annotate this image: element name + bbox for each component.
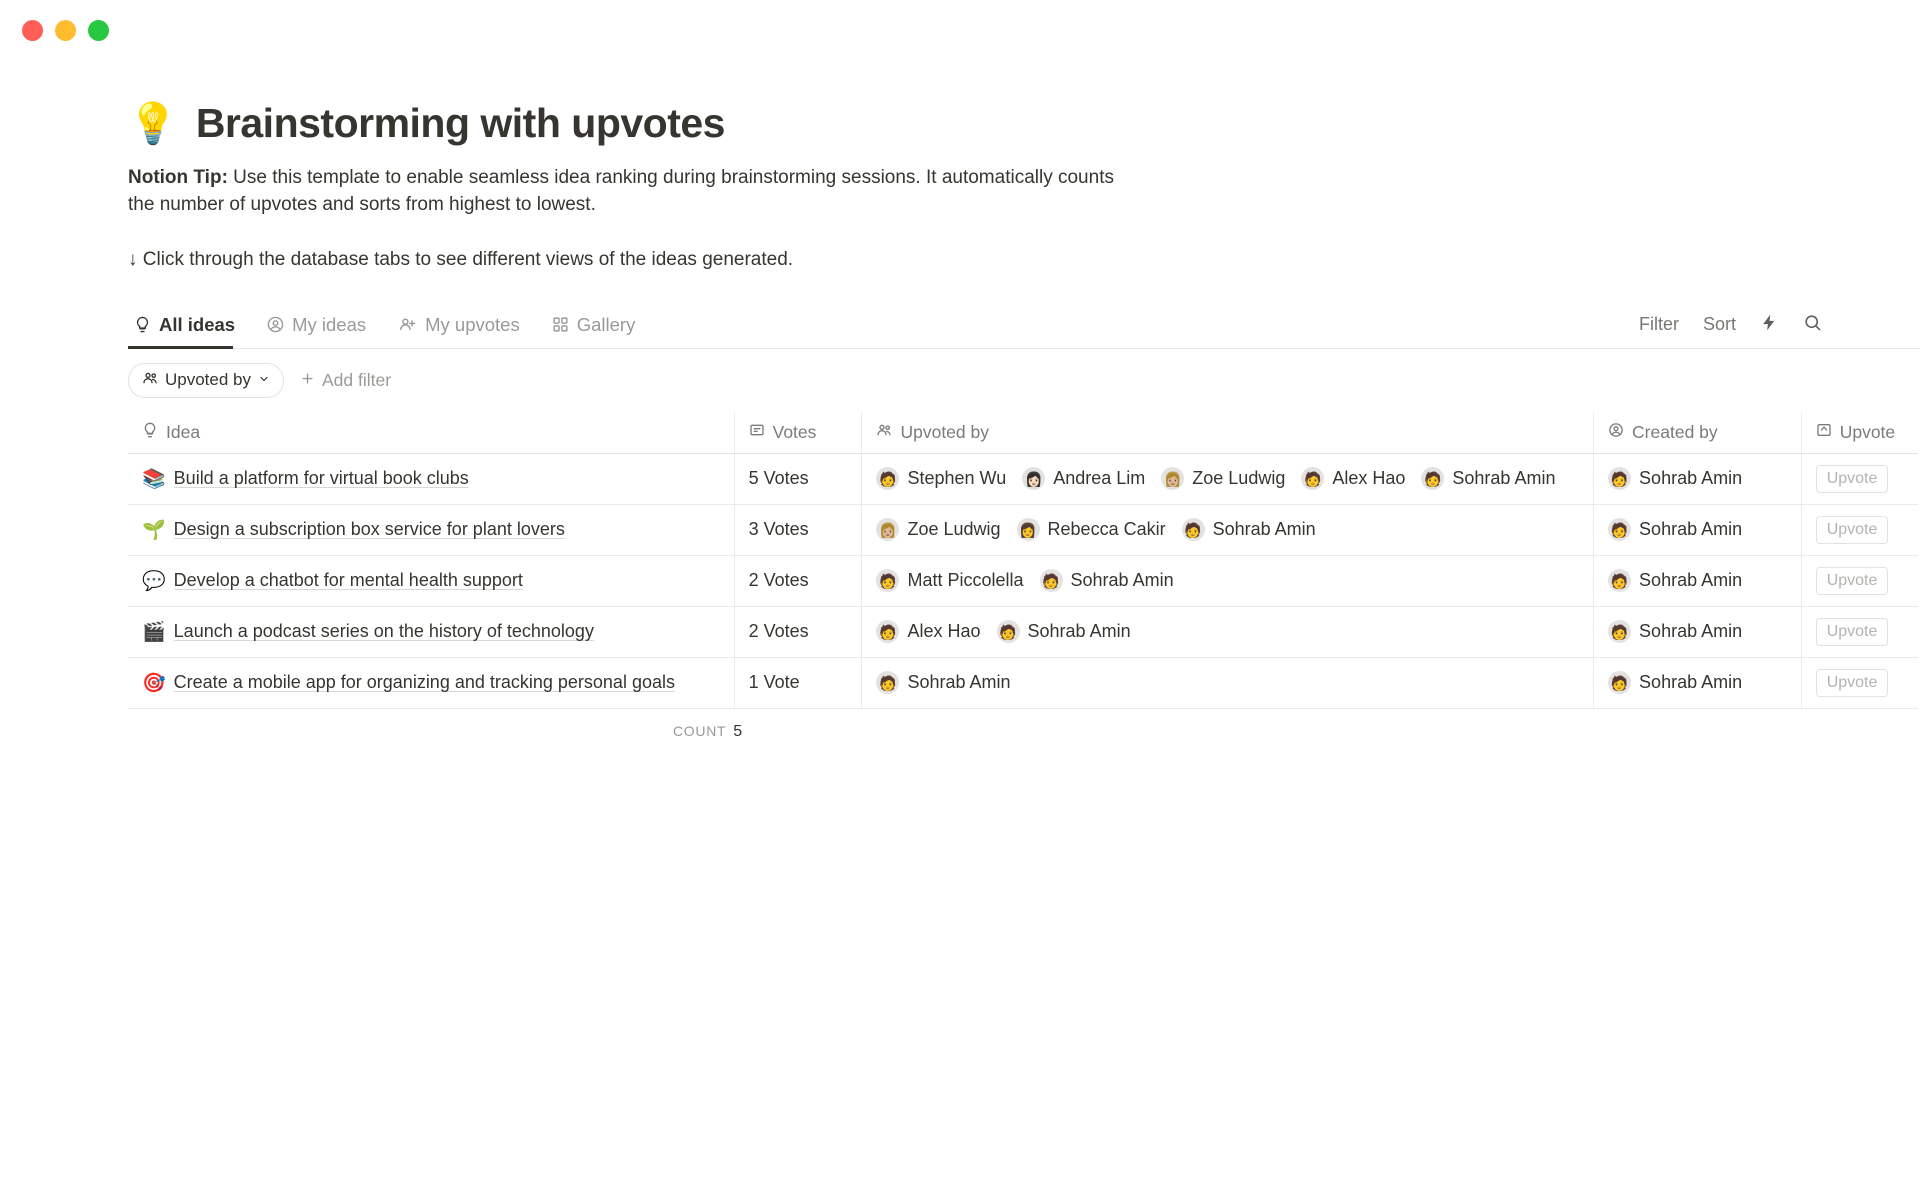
table-row[interactable] bbox=[128, 658, 1918, 709]
cell-votes[interactable]: 1 Vote bbox=[735, 658, 863, 708]
cell-votes[interactable]: 2 Votes bbox=[735, 607, 863, 657]
lightning-icon[interactable] bbox=[1760, 313, 1779, 337]
page-content bbox=[0, 60, 1920, 741]
chevron-down-icon bbox=[258, 370, 270, 390]
database-view-tabs bbox=[128, 310, 661, 348]
avatar: 🧑 bbox=[997, 620, 1020, 643]
table-header-row bbox=[128, 412, 1918, 454]
column-header-votes[interactable] bbox=[735, 412, 863, 453]
cell-created-by[interactable] bbox=[1594, 454, 1802, 504]
avatar: 🧑 bbox=[1608, 620, 1631, 643]
person-tag bbox=[876, 467, 1006, 490]
tab-my-ideas[interactable] bbox=[261, 310, 378, 348]
person-tag bbox=[876, 569, 1023, 592]
cell-upvote[interactable] bbox=[1802, 556, 1918, 606]
column-header-idea[interactable] bbox=[128, 412, 735, 453]
table-row[interactable] bbox=[128, 556, 1918, 607]
cell-created-by[interactable] bbox=[1594, 658, 1802, 708]
avatar: 🧑 bbox=[1608, 671, 1631, 694]
person-name: Matt Piccolella bbox=[907, 570, 1024, 591]
cell-idea[interactable] bbox=[128, 658, 735, 708]
instruction-paragraph: ↓ Click through the database tabs to see different views of the ideas generated. bbox=[128, 248, 794, 270]
cell-created-by[interactable] bbox=[1594, 556, 1802, 606]
ideas-table bbox=[128, 412, 1918, 741]
cell-upvote[interactable] bbox=[1802, 505, 1918, 555]
zoom-button[interactable] bbox=[88, 20, 109, 41]
column-header-created-by[interactable] bbox=[1594, 412, 1802, 453]
column-label: Upvoted by bbox=[900, 421, 989, 442]
person-tag bbox=[1017, 518, 1166, 541]
upvote-button[interactable]: Upvote bbox=[1816, 465, 1889, 493]
person-icon bbox=[267, 316, 284, 333]
upvote-button[interactable]: Upvote bbox=[1816, 516, 1889, 544]
person-tag bbox=[1421, 467, 1555, 490]
person-name: Andrea Lim bbox=[1053, 468, 1146, 489]
person-tag bbox=[876, 671, 1010, 694]
column-label: Upvote bbox=[1839, 421, 1896, 442]
person-name: Sohrab Amin bbox=[1639, 570, 1743, 591]
person-name: Sohrab Amin bbox=[1027, 621, 1131, 642]
person-tag bbox=[1608, 620, 1742, 643]
person-tag bbox=[1608, 467, 1742, 490]
people-icon bbox=[876, 422, 892, 443]
person-tag bbox=[1040, 569, 1174, 592]
person-circle-icon bbox=[1608, 422, 1624, 443]
person-add-icon bbox=[398, 316, 417, 333]
idea-title[interactable]: Develop a chatbot for mental health support bbox=[173, 570, 523, 591]
filter-chip-upvoted-by[interactable] bbox=[128, 363, 284, 398]
upvote-button[interactable]: Upvote bbox=[1816, 567, 1889, 595]
row-emoji: 🎬 bbox=[142, 621, 166, 643]
person-tag bbox=[1182, 518, 1316, 541]
avatar: 👩🏻 bbox=[1022, 467, 1045, 490]
column-header-upvote[interactable] bbox=[1802, 412, 1918, 453]
avatar: 👩🏼 bbox=[1161, 467, 1184, 490]
cell-upvote[interactable] bbox=[1802, 607, 1918, 657]
person-name: Sohrab Amin bbox=[1070, 570, 1174, 591]
people-list bbox=[876, 671, 1026, 694]
cell-idea[interactable] bbox=[128, 505, 735, 555]
upvote-button[interactable]: Upvote bbox=[1816, 618, 1889, 646]
filter-row bbox=[128, 363, 1920, 398]
person-tag bbox=[1608, 671, 1742, 694]
filter-chip-label: Upvoted by bbox=[165, 370, 251, 390]
tab-label: My upvotes bbox=[425, 313, 520, 335]
avatar: 🧑 bbox=[1608, 467, 1631, 490]
row-emoji: 📚 bbox=[142, 468, 166, 490]
person-name: Sohrab Amin bbox=[1639, 672, 1743, 693]
tab-label: Gallery bbox=[576, 313, 636, 335]
row-emoji: 🌱 bbox=[142, 519, 166, 541]
person-name: Sohrab Amin bbox=[1452, 468, 1556, 489]
idea-title[interactable]: Create a mobile app for organizing and tracking personal goals bbox=[173, 672, 675, 693]
tip-body: Use this template to enable seamless idea ranking during brainstorming sessions. It automatically counts the number of upvotes and sorts from highest to lowest. bbox=[128, 167, 1114, 215]
people-list bbox=[876, 620, 1146, 643]
tab-label: All ideas bbox=[159, 313, 236, 335]
person-name: Sohrab Amin bbox=[1212, 519, 1316, 540]
person-name: Zoe Ludwig bbox=[1192, 468, 1286, 489]
window-titlebar bbox=[0, 0, 1920, 60]
cell-upvoted-by[interactable] bbox=[862, 658, 1594, 708]
avatar: 🧑 bbox=[1608, 518, 1631, 541]
button-icon bbox=[1816, 422, 1832, 443]
cell-votes[interactable]: 3 Votes bbox=[735, 505, 863, 555]
bulb-icon bbox=[142, 422, 158, 443]
cell-upvoted-by[interactable] bbox=[862, 607, 1594, 657]
people-list bbox=[876, 518, 1331, 541]
bulb-icon bbox=[134, 316, 151, 333]
add-filter-button[interactable] bbox=[292, 364, 399, 397]
avatar: 👩 bbox=[1017, 518, 1040, 541]
avatar: 🧑 bbox=[1608, 569, 1631, 592]
avatar: 🧑 bbox=[876, 467, 899, 490]
idea-title[interactable]: Launch a podcast series on the history of technology bbox=[173, 621, 594, 642]
person-name: Alex Hao bbox=[907, 621, 981, 642]
cell-idea[interactable] bbox=[128, 454, 735, 504]
search-icon[interactable] bbox=[1803, 313, 1822, 337]
count-value: 5 bbox=[733, 722, 743, 740]
cell-votes[interactable]: 5 Votes bbox=[735, 454, 863, 504]
person-tag bbox=[1608, 518, 1742, 541]
database-toolbar bbox=[1639, 313, 1822, 348]
cell-upvoted-by[interactable] bbox=[862, 454, 1594, 504]
column-header-upvoted-by[interactable] bbox=[862, 412, 1594, 453]
person-tag bbox=[1301, 467, 1405, 490]
close-button[interactable] bbox=[22, 20, 43, 41]
tab-label: My ideas bbox=[292, 313, 367, 335]
table-row[interactable] bbox=[128, 454, 1918, 505]
avatar: 🧑 bbox=[1040, 569, 1063, 592]
avatar: 👩🏼 bbox=[876, 518, 899, 541]
person-tag bbox=[876, 620, 980, 643]
table-footer-count[interactable] bbox=[128, 709, 1918, 741]
person-name: Sohrab Amin bbox=[907, 672, 1011, 693]
cell-created-by[interactable] bbox=[1594, 505, 1802, 555]
people-icon bbox=[142, 370, 158, 391]
cell-upvote[interactable] bbox=[1802, 658, 1918, 708]
row-emoji: 💬 bbox=[142, 570, 166, 592]
person-name: Sohrab Amin bbox=[1639, 621, 1743, 642]
column-label: Votes bbox=[772, 421, 817, 442]
person-name: Alex Hao bbox=[1332, 468, 1406, 489]
person-name: Zoe Ludwig bbox=[907, 519, 1001, 540]
database-tabs-bar bbox=[128, 310, 1920, 349]
filter-button[interactable]: Filter bbox=[1638, 314, 1679, 335]
avatar: 🧑 bbox=[1421, 467, 1444, 490]
avatar: 🧑 bbox=[876, 620, 899, 643]
tab-all-ideas[interactable] bbox=[128, 310, 247, 348]
count-label: COUNT bbox=[673, 722, 727, 739]
person-name: Rebecca Cakir bbox=[1047, 519, 1166, 540]
person-tag bbox=[1608, 569, 1742, 592]
tab-gallery[interactable] bbox=[546, 310, 648, 348]
row-emoji: 🎯 bbox=[142, 672, 166, 694]
upvote-button[interactable]: Upvote bbox=[1816, 669, 1889, 697]
person-tag bbox=[876, 518, 1000, 541]
tip-paragraph bbox=[128, 165, 1138, 219]
column-label: Idea bbox=[166, 421, 201, 442]
idea-title[interactable]: Design a subscription box service for plant lovers bbox=[173, 519, 565, 540]
tip-label: Notion Tip: bbox=[128, 167, 228, 188]
sort-button[interactable]: Sort bbox=[1702, 314, 1736, 335]
cell-upvoted-by[interactable] bbox=[862, 505, 1594, 555]
people-list bbox=[876, 569, 1189, 592]
column-label: Created by bbox=[1632, 421, 1718, 442]
cell-idea[interactable] bbox=[128, 556, 735, 606]
person-name: Sohrab Amin bbox=[1639, 519, 1743, 540]
person-tag bbox=[997, 620, 1131, 643]
page-icon[interactable]: 💡 bbox=[128, 101, 178, 146]
page-title-row bbox=[128, 100, 1920, 147]
avatar: 🧑 bbox=[1301, 467, 1324, 490]
person-tag bbox=[1022, 467, 1145, 490]
people-list bbox=[876, 467, 1571, 490]
add-filter-label: Add filter bbox=[322, 369, 392, 390]
formula-icon bbox=[749, 422, 765, 443]
cell-votes[interactable]: 2 Votes bbox=[735, 556, 863, 606]
avatar: 🧑 bbox=[876, 671, 899, 694]
tab-my-upvotes[interactable] bbox=[392, 310, 532, 348]
cell-idea[interactable] bbox=[128, 607, 735, 657]
database-block bbox=[128, 310, 1920, 741]
cell-upvote[interactable] bbox=[1802, 454, 1918, 504]
person-tag bbox=[1161, 467, 1285, 490]
gallery-icon bbox=[552, 316, 569, 333]
cell-upvoted-by[interactable] bbox=[862, 556, 1594, 606]
person-name: Stephen Wu bbox=[907, 468, 1007, 489]
page-title[interactable]: Brainstorming with upvotes bbox=[195, 100, 725, 146]
cell-created-by[interactable] bbox=[1594, 607, 1802, 657]
avatar: 🧑 bbox=[1182, 518, 1205, 541]
plus-icon bbox=[300, 370, 315, 391]
avatar: 🧑 bbox=[876, 569, 899, 592]
minimize-button[interactable] bbox=[55, 20, 76, 41]
idea-title[interactable]: Build a platform for virtual book clubs bbox=[173, 468, 469, 489]
table-row[interactable] bbox=[128, 607, 1918, 658]
person-name: Sohrab Amin bbox=[1639, 468, 1743, 489]
table-row[interactable] bbox=[128, 505, 1918, 556]
